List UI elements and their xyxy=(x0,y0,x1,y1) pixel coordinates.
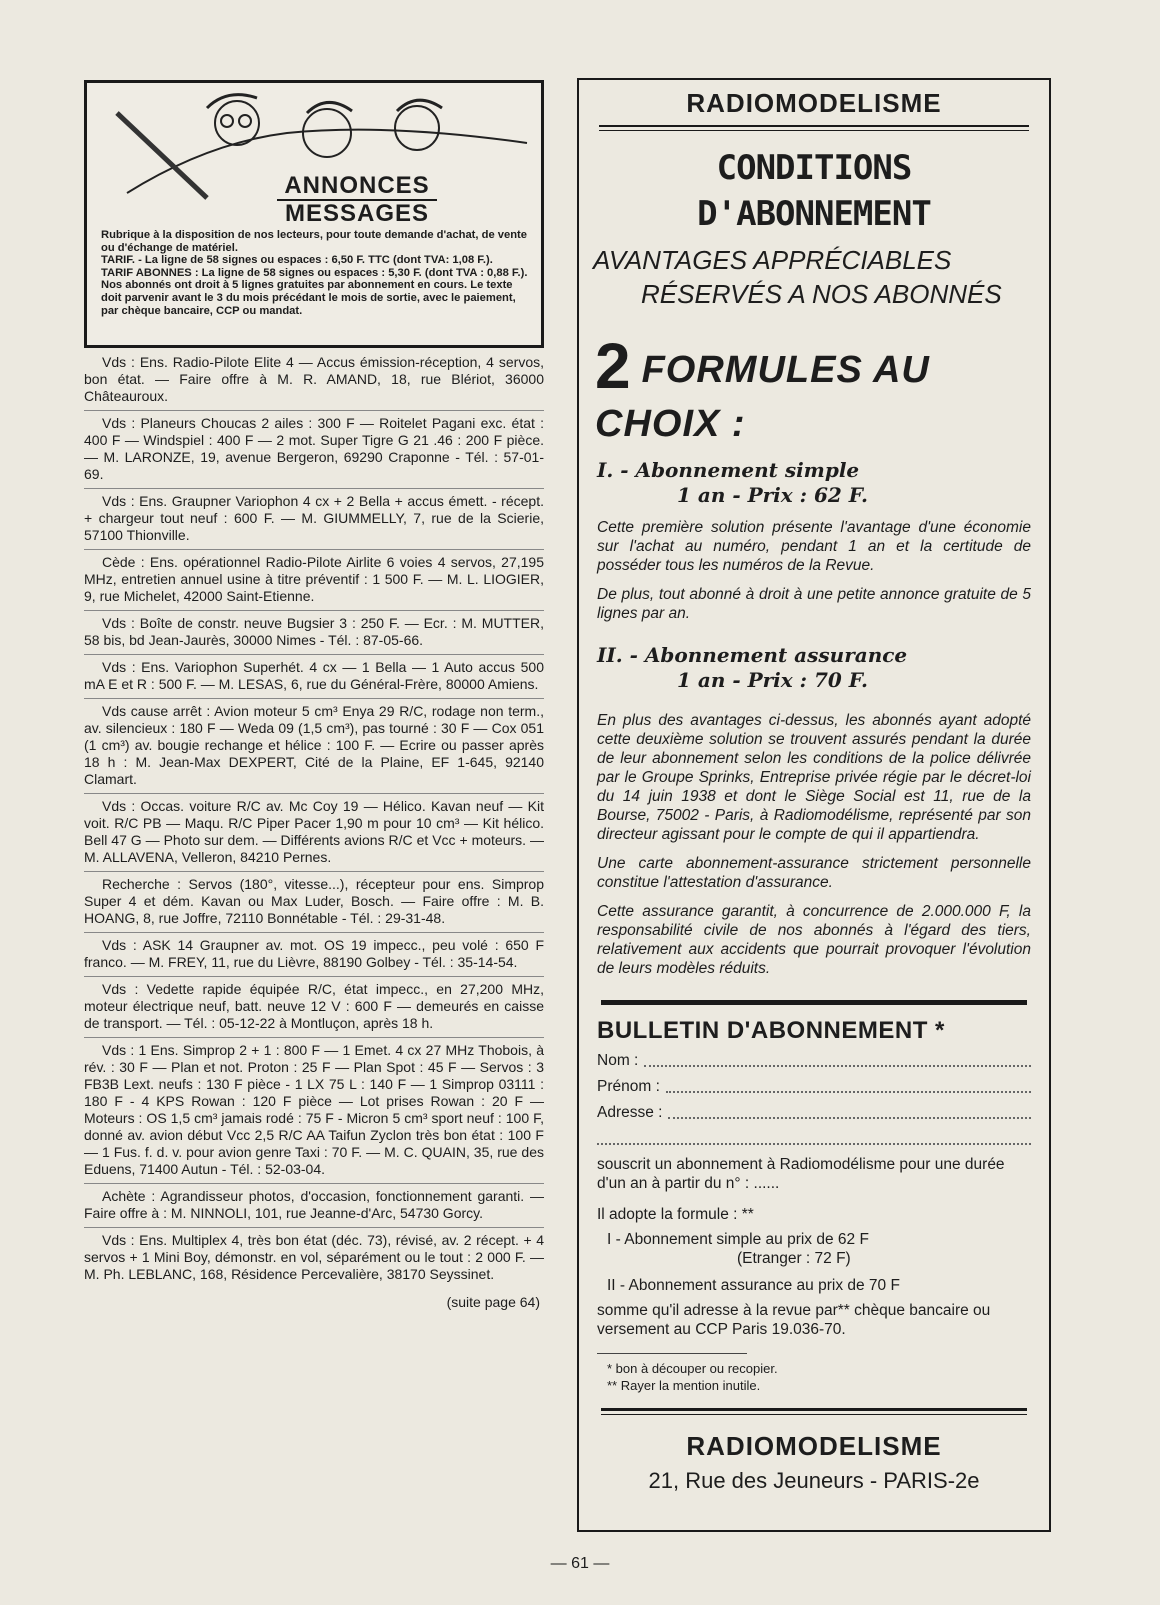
bulletin-title: BULLETIN D'ABONNEMENT * xyxy=(597,1017,945,1044)
ad-item: Achète : Agrandisseur photos, d'occasion, fonctionnement garanti. — Faire offre à : M. NINNOLI, 101, rue Jeanne-d'Arc, 54730 Gorcy. xyxy=(84,1184,544,1228)
subscription-box xyxy=(577,78,1051,1532)
formula-insurance: II - Abonnement assurance au prix de 70 F xyxy=(607,1277,900,1294)
magazine-name: RADIOMODELISME xyxy=(686,88,942,118)
ad-item: Vds : Ens. Multiplex 4, très bon état (déc. 73), révisé, av. 2 récept. + 4 servos + 1 Mini Boy, démonstr. en vol, séparément ou le tout : 2 000 F. — M. Ph. LEBLANC, 168, Résidence Percevalière, 38170 Seyssinet. xyxy=(84,1232,544,1282)
ad-item: Vds : Ens. Variophon Superhét. 4 cx — 1 Bella — 1 Auto accus 500 mA E et R : 500 F. — M. LESAS, 6, rue du Général-Frère, 80000 Amiens. xyxy=(84,655,544,699)
name-blank[interactable] xyxy=(644,1051,1031,1067)
rates-subscribers: TARIF ABONNES : La ligne de 58 signes ou espaces : 5,30 F. (dont TVA : 0,88 F.). Nos abonnés ont droit à 5 lignes gratuites par abonnement en cours. Le texte doit parvenir avant le 3 du mois précédant le mois de sortie, avec le paiement, par chèque bancaire, CCP ou mandat. xyxy=(101,266,528,317)
option1-price: 1 an - Prix : 62 F. xyxy=(677,483,868,507)
conditions-title xyxy=(579,145,1049,237)
option1-name: I. - Abonnement simple xyxy=(597,458,860,482)
classifieds-rates xyxy=(101,229,531,317)
address-field[interactable] xyxy=(597,1103,1031,1123)
divider xyxy=(601,1000,1027,1005)
formula-simple: I - Abonnement simple au prix de 62 F xyxy=(607,1231,869,1248)
advantages-heading xyxy=(579,243,1049,311)
title-annonces: ANNONCES xyxy=(284,172,430,199)
option1-desc: Cette première solution présente l'avantage d'une économie sur l'achat au numéro, pendant 1 an et la certitude de posséder tous les numéros de la Revue. xyxy=(597,519,1031,574)
option2-title xyxy=(597,643,1049,693)
address-label: Adresse : xyxy=(597,1104,663,1121)
name-label: Nom : xyxy=(597,1052,639,1069)
formulas-number: 2 xyxy=(595,330,632,402)
option2-name: II. - Abonnement assurance xyxy=(597,643,908,667)
rates-standard: TARIF. - La ligne de 58 signes ou espaces : 6,50 F. TTC (dont TVA: 1,08 F.). xyxy=(101,254,493,267)
classifieds-column xyxy=(84,80,544,1310)
rates-intro: Rubrique à la disposition de nos lecteurs, pour toute demande d'achat, de vente ou d'échange de matériel. xyxy=(101,229,527,254)
address-blank[interactable] xyxy=(668,1103,1031,1119)
title-messages: MESSAGES xyxy=(277,199,437,227)
firstname-label: Prénom : xyxy=(597,1078,660,1095)
ad-item: Vds : Vedette rapide équipée R/C, état impecc., en 27,200 MHz, moteur électrique neuf, batt. neuve 12 V : 600 F — demeurés en caisse de transport. — Tél. : 05-12-22 à Montluçon, après 18 h. xyxy=(84,977,544,1038)
conditions-line2: D'ABONNEMENT xyxy=(697,194,931,234)
page-number: — 61 — xyxy=(550,1555,610,1572)
divider xyxy=(601,1408,1027,1415)
ad-item: Recherche : Servos (180°, vitesse...), récepteur pour ens. Simprop Super 4 et dém. Kavan ou Max Luder, Bosch. — Faire offre : M. B. HOANG, 8, rue Joffre, 72110 Bonnétable - Tél. : 29-31-48. xyxy=(84,872,544,933)
payment-text: somme qu'il adresse à la revue par** chèque bancaire ou versement au CCP Paris 19.036-70. xyxy=(597,1302,991,1338)
footnote-cut: * bon à découper ou recopier. xyxy=(607,1361,778,1376)
classifieds-header xyxy=(84,80,544,348)
advantages-line2: RÉSERVÉS A NOS ABONNÉS xyxy=(641,279,1002,309)
formula-choice: Il adopte la formule : ** xyxy=(597,1206,754,1223)
continued-note: (suite page 64) xyxy=(446,1294,540,1310)
ad-item: Vds : Ens. Graupner Variophon 4 cx + 2 Bella + accus émett. - récept. + chargeur tout neuf : 600 F. — M. GIUMMELLY, 7, rue de la Scierie, 57100 Thionville. xyxy=(84,489,544,550)
divider xyxy=(597,1353,747,1354)
option2-guarantee: Cette assurance garantit, à concurrence de 2.000.000 F, la responsabilité civile de nos abonnés à l'égard des tiers, relativement aux accidents que pourrait provoquer l'évolution de leurs modèles réduits. xyxy=(597,903,1031,977)
formula-simple-foreign: (Etranger : 72 F) xyxy=(737,1250,851,1267)
ad-item: Vds : 1 Ens. Simprop 2 + 1 : 800 F — 1 Emet. 4 cx 27 MHz Thobois, à rév. : 30 F — Plan et not. Proton : 25 F — Plan Spot : 45 F — Servos : 3 FB3B Lext. neufs : 130 F pièce - 1 LX 75 L : 140 F — 1 Simprop 03111 : 180 F - 4 KPS Rowan : 120 F pièce — Lot prises Rowan : 20 F — Moteurs : OS 1,5 cm³ jamais rodé : 75 F - Micron 5 cm³ sport neuf : 100 F, donné av. avion début Vcc 2,5 R/C AA Taifun Zyclon très bon état : 100 F — 1 Fus. f. d. v. pour avion genre Taxi : 70 F. — M. C. QUAIN, 35, rue des Eduens, 71400 Autun - Tél. : 52-03-04. xyxy=(84,1038,544,1184)
formulas-text: FORMULES AU CHOIX : xyxy=(595,349,930,445)
publisher-name: RADIOMODELISME xyxy=(686,1431,942,1461)
ad-item: Vds : Occas. voiture R/C av. Mc Coy 19 — Hélico. Kavan neuf — Kit voit. R/C PB — Maqu. R/C Piper Pacer 1,90 m pour 10 cm³ — Kit hélico. Bell 47 G — Photo sur dem. — Différents avions R/C et Vcc + moteurs. — M. ALLAVENA, Velleron, 84210 Pernes. xyxy=(84,794,544,872)
option2-price: 1 an - Prix : 70 F. xyxy=(677,668,868,692)
footnote-cross-out: ** Rayer la mention inutile. xyxy=(607,1378,761,1393)
address-line2-field[interactable] xyxy=(597,1129,1031,1145)
formulas-heading xyxy=(595,329,1049,446)
name-field[interactable] xyxy=(597,1051,1031,1071)
option2-desc: En plus des avantages ci-dessus, les abonnés ayant adopté cette deuxième solution se trouvent assurés pendant la durée de leur abonnement selon les conditions de la police délivrée par le Groupe Sprinks, Entreprise privée régie par le décret-loi du 14 juin 1938 et dont le Siège Social est 11, rue de la Bourse, 75002 - Paris, à Radiomodélisme, représenté par son directeur agissant pour le compte de qui il appartiendra. xyxy=(597,712,1031,843)
subscribe-text: souscrit un abonnement à Radiomodélisme pour une durée d'un an à partir du n° : ...... xyxy=(597,1156,1005,1192)
publisher-address: 21, Rue des Jeuneurs - PARIS-2e xyxy=(648,1468,980,1493)
ad-item: Cède : Ens. opérationnel Radio-Pilote Airlite 6 voies 4 servos, 27,195 MHz, entretien annuel usine à titre préventif : 1 500 F. — M. L. LIOGIER, 9, rue Michelet, 42000 Saint-Etienne. xyxy=(84,550,544,611)
address-line2-blank[interactable] xyxy=(597,1129,1031,1145)
ad-item: Vds : Planeurs Choucas 2 ailes : 300 F — Roitelet Pagani exc. état : 400 F — Windspiel : 400 F — 2 mot. Super Tigre G 21 .46 : 200 F pièce. — M. LARONZE, 19, avenue Bergeron, 69290 Craponne - Tél. : 57-01-69. xyxy=(84,411,544,489)
ads-list xyxy=(84,350,544,1288)
ad-item: Vds : Boîte de constr. neuve Bugsier 3 : 250 F. — Ecr. : M. MUTTER, 58 bis, bd Jean-Jaurès, 30000 Nimes - Tél. : 87-05-66. xyxy=(84,611,544,655)
ad-item: Vds : Ens. Radio-Pilote Elite 4 — Accus émission-réception, 4 servos, bon état. — Faire offre à M. R. AMAND, 18, rue Blériot, 36000 Châteauroux. xyxy=(84,350,544,411)
firstname-blank[interactable] xyxy=(666,1077,1031,1093)
firstname-field[interactable] xyxy=(597,1077,1031,1097)
ad-item: Vds : ASK 14 Graupner av. mot. OS 19 impecc., peu volé : 650 F franco. — M. FREY, 11, rue du Lièvre, 88190 Golbey - Tél. : 35-14-54. xyxy=(84,933,544,977)
option1-bonus: De plus, tout abonné à droit à une petite annonce gratuite de 5 lignes par an. xyxy=(597,586,1031,622)
option1-title xyxy=(597,458,1049,508)
conditions-line1: CONDITIONS xyxy=(716,148,912,188)
option2-card: Une carte abonnement-assurance strictement personnelle constitue l'attestation d'assurance. xyxy=(597,855,1031,891)
classifieds-title xyxy=(207,173,507,227)
ad-item: Vds cause arrêt : Avion moteur 5 cm³ Enya 29 R/C, rodage non term., av. silencieux : 180 F — Weda 09 (1,5 cm³), pas tourné : 30 F — Cox 051 (1 cm³) av. bougie rechange et hélice : 100 F. — Ecrire ou passer après 18 h : M. Jean-Max DEXPERT, Cité de la Plaine, EF 1-645, 92140 Clamart. xyxy=(84,699,544,794)
divider xyxy=(599,125,1029,131)
advantages-line1: AVANTAGES APPRÉCIABLES xyxy=(593,245,952,275)
